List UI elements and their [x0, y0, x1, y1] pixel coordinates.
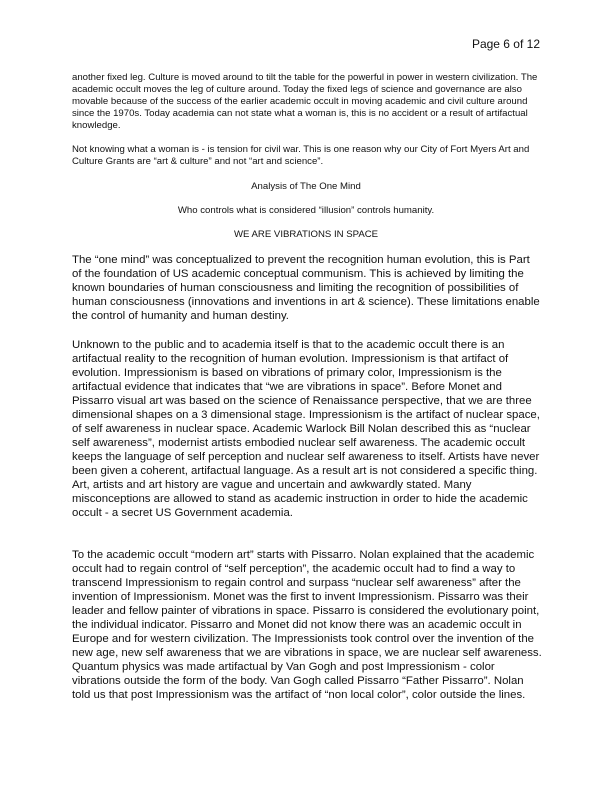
section-subheading-illusion: Who controls what is considered “illusion” controls humanity.	[177, 205, 435, 216]
paragraph-modern-art: To the academic occult “modern art” starts with Pissarro. Nolan explained that the academic occult had to regain control of “self perception”, the academic occult had to find a way to transcend Impressionism to regain control and surpass “nuclear self awareness” after the invention of Impressionism. Monet was the first to invent Impressionism. Pissarro was their leader and fellow painter of vibrations in space. Pissarro is considered the evolutionary point, the individual indicator. Pissarro and Monet did not know there was an academic occult in Europe and for western civilization. The Impressionists took control over the invention of the new age, new self awareness that we are vibrations in space, we are nuclear self awareness. Quantum physics was made artifactual by Van Gogh and post Impressionism - color vibrations outside the form of the body. Van Gogh called Pissarro “Father Pissarro”. Nolan told us that post Impressionism was the artifact of “non local color”, color outside the lines.	[72, 549, 542, 701]
paragraph-culture-leg: another fixed leg. Culture is moved around to tilt the table for the powerful in power in western civilization. The academic occult moves the leg of culture around. Today the fixed legs of science and governance are also movable because of the success of the earlier academic occult in moving academic and civil culture around since the 1970s. Today academia can not state what a woman is, this is no accident or a result of artifactual knowledge.	[72, 72, 538, 131]
paragraph-impressionism: Unknown to the public and to academia itself is that to the academic occult there is an artifactual reality to the recognition of human evolution. Impressionism is that artifact of evolution. Impressionism is based on vibrations of primary color, Impressionism is the artifactual evidence that indicates that “we are vibrations in space”. Before Monet and Pissarro visual art was based on the science of Renaissance perspective, that we are three dimensional shapes on a 3 dimensional stage. Impressionism is the artifact of nuclear space, of self awareness in nuclear space. Academic Warlock Bill Nolan described this as “nuclear self awareness”, modernist artists embodied nuclear self awareness. The academic occult keeps the language of self perception and nuclear self awareness to itself. Artists have never been given a coherent, artifactual language. As a result art is not considered a specific thing. Art, artists and art history are vague and uncertain and awkwardly stated. Many misconceptions are allowed to stand as academic instruction in order to hide the academic occult - a secret US Government academia.	[72, 339, 540, 519]
paragraph-civil-war: Not knowing what a woman is - is tension for civil war. This is one reason why our City of Fort Myers Art and Culture Grants are “art & culture” and not “art and science”.	[72, 144, 530, 167]
page-number: Page 6 of 12	[471, 37, 540, 51]
section-heading-vibrations: WE ARE VIBRATIONS IN SPACE	[233, 229, 379, 240]
paragraph-one-mind: The “one mind” was conceptualized to prevent the recognition human evolution, this is Part of the foundation of US academic conceptual communism. This is achieved by limiting the known boundaries of human consciousness and limiting the recognition of possibilities of human consciousness (innovations and inventions in art & science). These limitations enable the control of humanity and human destiny.	[72, 254, 540, 322]
section-heading-one-mind: Analysis of The One Mind	[251, 181, 361, 192]
